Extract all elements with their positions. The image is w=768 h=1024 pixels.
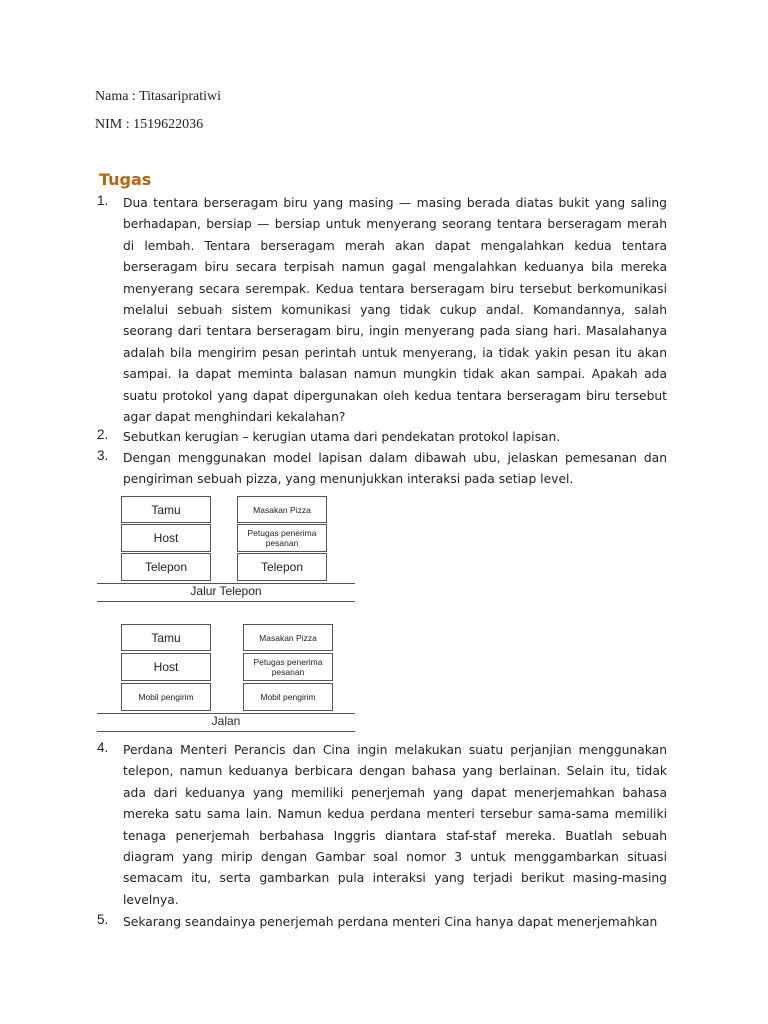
layer-box: Tamu — [121, 624, 211, 651]
student-name: Nama : Titasaripratiwi — [95, 89, 221, 104]
layer-box: Mobil pengirim — [121, 683, 211, 711]
question-item — [97, 427, 667, 448]
question-text: Dengan menggunakan model lapisan dalam dibawah ubu, jelaskan pemesanan dan pengiriman sebuah pizza, yang menunjukkan interaksi pada setiap level. — [123, 451, 667, 487]
question-number: 5. — [97, 912, 109, 927]
question-number: 1. — [97, 193, 109, 208]
question-item — [97, 740, 667, 911]
question-item — [97, 193, 667, 428]
question-number: 2. — [97, 427, 109, 442]
layer-box: Host — [121, 524, 211, 552]
layer-box: Host — [121, 653, 211, 681]
layer-box: Petugas penerima pesanan — [237, 524, 327, 552]
layer-diagram-telephone — [97, 494, 357, 604]
layer-box: Masakan Pizza — [237, 496, 327, 523]
question-item — [97, 448, 667, 491]
assignment-heading: Tugas — [99, 170, 152, 189]
layer-box: Mobil pengirim — [243, 683, 333, 711]
layer-box: Telepon — [121, 553, 211, 581]
layer-diagram-road — [97, 622, 357, 734]
question-number: 3. — [97, 448, 109, 463]
layer-box: Telepon — [237, 553, 327, 581]
question-text: Perdana Menteri Perancis dan Cina ingin melakukan suatu perjanjian menggunakan telepon, namun keduanya berbicara dengan bahasa yang berlainan. Selain itu, tidak ada dari keduanya yang memiliki penerjemah yang dapat menerjemahkan bahasa mereka satu sama lain. Namun kedua perdana menteri tersebur sama-sama memiliki tenaga penerjemah berbahasa Inggris diantara staf-staf mereka. Buatlah sebuah diagram yang mirip dengan Gambar soal nomor 3 untuk menggambarkan situasi semacam itu, serta gambarkan pula interaksi yang terjadi berikut masing-masing levelnya. — [123, 743, 667, 907]
question-text: Dua tentara berseragam biru yang masing — masing berada diatas bukit yang saling berhadapan, bersiap — bersiap untuk menyerang seorang tentara berseragam merah di lembah. Tentara berseragam merah akan dapat mengalahkan kedua tentara berseragam biru secara terpisah namun gagal mengalahkan keduanya bila mereka menyerang secara serempak. Kedua tentara berseragam biru tersebut berkomunikasi melalui sebuah sistem komunikasi yang tidak cukup andal. Komandannya, salah seorang dari tentara berseragam biru, ingin menyerang pada siang hari. Masalahanya adalah bila mengirim pesan perintah untuk menyerang, ia tidak yakin pesan itu akan sampai. Ia dapat meminta balasan namun mungkin tidak akan sampai. Apakah ada suatu protokol yang dapat dipergunakan oleh kedua tentara berseragam biru tersebut agar dapat menghindari kekalahan? — [123, 196, 667, 425]
channel-line — [97, 731, 355, 732]
channel-label: Jalan — [211, 714, 241, 728]
question-number: 4. — [97, 740, 109, 755]
layer-box: Petugas penerima pesanan — [243, 653, 333, 681]
question-item — [97, 912, 667, 933]
layer-box: Masakan Pizza — [243, 624, 333, 651]
question-text: Sekarang seandainya penerjemah perdana menteri Cina hanya dapat menerjemahkan — [123, 915, 658, 929]
layer-box: Tamu — [121, 496, 211, 523]
channel-label: Jalur Telepon — [190, 584, 262, 598]
question-text: Sebutkan kerugian – kerugian utama dari pendekatan protokol lapisan. — [123, 430, 561, 444]
student-nim: NIM : 1519622036 — [95, 117, 204, 132]
channel-line — [97, 601, 355, 602]
